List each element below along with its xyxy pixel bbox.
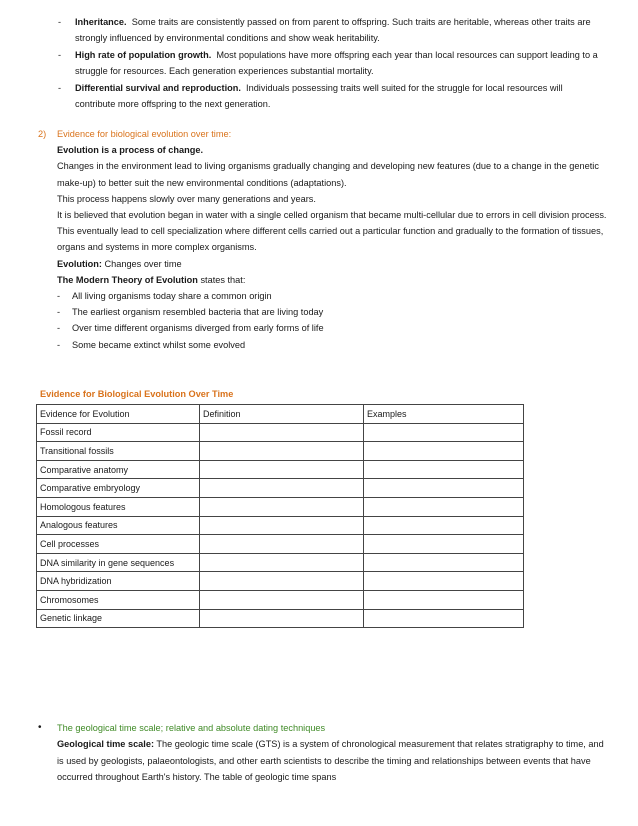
definition-cell[interactable]	[200, 535, 364, 554]
evidence-cell: Homologous features	[37, 497, 200, 516]
examples-cell[interactable]	[364, 553, 524, 572]
table-row	[37, 442, 524, 461]
list-item	[58, 14, 598, 47]
theory-point: Some became extinct whilst some evolved	[72, 339, 246, 350]
examples-cell[interactable]	[364, 460, 524, 479]
evidence-cell: Comparative embryology	[37, 479, 200, 498]
examples-cell[interactable]	[364, 609, 524, 628]
definition-cell[interactable]	[200, 590, 364, 609]
modern-theory-line	[57, 272, 608, 288]
evidence-cell: Cell processes	[37, 535, 200, 554]
definition-cell[interactable]	[200, 572, 364, 591]
definition-cell[interactable]	[200, 497, 364, 516]
definition-cell[interactable]	[200, 479, 364, 498]
examples-cell[interactable]	[364, 442, 524, 461]
bullet-icon: •	[38, 722, 42, 733]
table-row	[37, 535, 524, 554]
section-heading: Evidence for biological evolution over time:	[57, 129, 232, 139]
geo-heading: The geological time scale; relative and absolute dating techniques	[57, 723, 326, 733]
traits-list	[58, 14, 598, 112]
modern-theory-label: The Modern Theory of Evolution	[57, 274, 198, 285]
paragraph: This process happens slowly over many generations and years.	[57, 193, 316, 204]
item-text: Most populations have more offspring each year than local resources can support leading to a struggle for resources. Each generation experiences substantial mortality.	[75, 49, 598, 77]
paragraph: Changes in the environment lead to living organisms gradually changing and developing new features (due to a change in the genetic make-up) to better suit the new environmental conditions (adaptations).	[57, 161, 599, 188]
evidence-cell: Genetic linkage	[37, 609, 200, 628]
geo-text: The geologic time scale (GTS) is a system of chronological measurement that relates stratigraphy to time, and is used by geologists, palaeontologists, and other earth scientists to describe the timing and relationships between events that have occurred throughout Earth's history. The table of geologic time spans	[57, 739, 604, 783]
header-cell: Definition	[200, 405, 364, 424]
geo-paragraph	[57, 736, 608, 785]
modern-theory-suffix: states that:	[200, 274, 246, 285]
theory-point: The earliest organism resembled bacteria that are living today	[72, 307, 324, 318]
definition-cell[interactable]	[200, 423, 364, 442]
evidence-table	[36, 404, 524, 628]
list-item: - All living organisms today share a common origin	[57, 291, 272, 302]
evidence-cell: Fossil record	[37, 423, 200, 442]
definition-cell[interactable]	[200, 460, 364, 479]
table-row	[37, 516, 524, 535]
item-text: Individuals possessing traits well suited for the struggle for local resources will contribute more offspring to the next generation.	[75, 82, 563, 110]
item-title: High rate of population growth.	[75, 49, 212, 60]
dash-bullet: -	[58, 17, 62, 27]
item-title: Inheritance.	[75, 17, 127, 27]
evidence-cell: Chromosomes	[37, 590, 200, 609]
geo-label: Geological time scale:	[57, 739, 155, 750]
table-title: Evidence for Biological Evolution Over Time	[40, 389, 234, 399]
examples-cell[interactable]	[364, 572, 524, 591]
list-item: - The earliest organism resembled bacteria that are living today	[57, 307, 324, 318]
paragraph: This eventually lead to cell specialization where different cells carried out a particular function and gradually to the formation of tissues, organs and systems in more complex organisms.	[57, 226, 604, 253]
evidence-cell: DNA hybridization	[37, 572, 200, 591]
examples-cell[interactable]	[364, 479, 524, 498]
list-item	[58, 47, 598, 80]
header-cell: Evidence for Evolution	[37, 405, 200, 424]
examples-cell[interactable]	[364, 516, 524, 535]
table-row	[37, 423, 524, 442]
list-item: - Over time different organisms diverged from early forms of life	[57, 323, 324, 334]
evidence-cell: Analogous features	[37, 516, 200, 535]
table-header-row	[37, 405, 524, 424]
section-evidence-over-time	[38, 126, 608, 353]
definition-cell[interactable]	[200, 516, 364, 535]
evidence-cell: Transitional fossils	[37, 442, 200, 461]
section-geological-time-scale	[38, 720, 608, 786]
list-item	[58, 80, 598, 113]
item-title: Differential survival and reproduction.	[75, 82, 241, 93]
list-item: - Some became extinct whilst some evolved	[57, 339, 246, 350]
examples-cell[interactable]	[364, 535, 524, 554]
definition-cell[interactable]	[200, 442, 364, 461]
table-row	[37, 609, 524, 628]
evidence-cell: Comparative anatomy	[37, 460, 200, 479]
item-text: Some traits are consistently passed on from parent to offspring. Such traits are heritable, whereas other traits are strongly influenced by environmental conditions and show weak heritability.	[75, 17, 591, 44]
table-row	[37, 553, 524, 572]
evolution-definition	[57, 256, 608, 272]
evolution-def: Changes over time	[104, 258, 182, 269]
table-row	[37, 590, 524, 609]
header-cell: Examples	[364, 405, 524, 424]
examples-cell[interactable]	[364, 497, 524, 516]
table-row	[37, 460, 524, 479]
dash-bullet: -	[58, 82, 62, 93]
table-row	[37, 497, 524, 516]
theory-point: All living organisms today share a common origin	[72, 291, 272, 302]
table-row	[37, 479, 524, 498]
section-number: 2)	[38, 129, 47, 139]
paragraph: It is believed that evolution began in water with a single celled organism that became multi-cellular due to errors in cell division process.	[57, 210, 607, 221]
theory-point: Over time different organisms diverged from early forms of life	[72, 323, 324, 334]
examples-cell[interactable]	[364, 590, 524, 609]
evolution-label: Evolution:	[57, 258, 102, 269]
section-subheading: Evolution is a process of change.	[57, 145, 204, 156]
definition-cell[interactable]	[200, 553, 364, 572]
table-row	[37, 572, 524, 591]
examples-cell[interactable]	[364, 423, 524, 442]
evidence-cell: DNA similarity in gene sequences	[37, 553, 200, 572]
definition-cell[interactable]	[200, 609, 364, 628]
dash-bullet: -	[58, 49, 62, 60]
